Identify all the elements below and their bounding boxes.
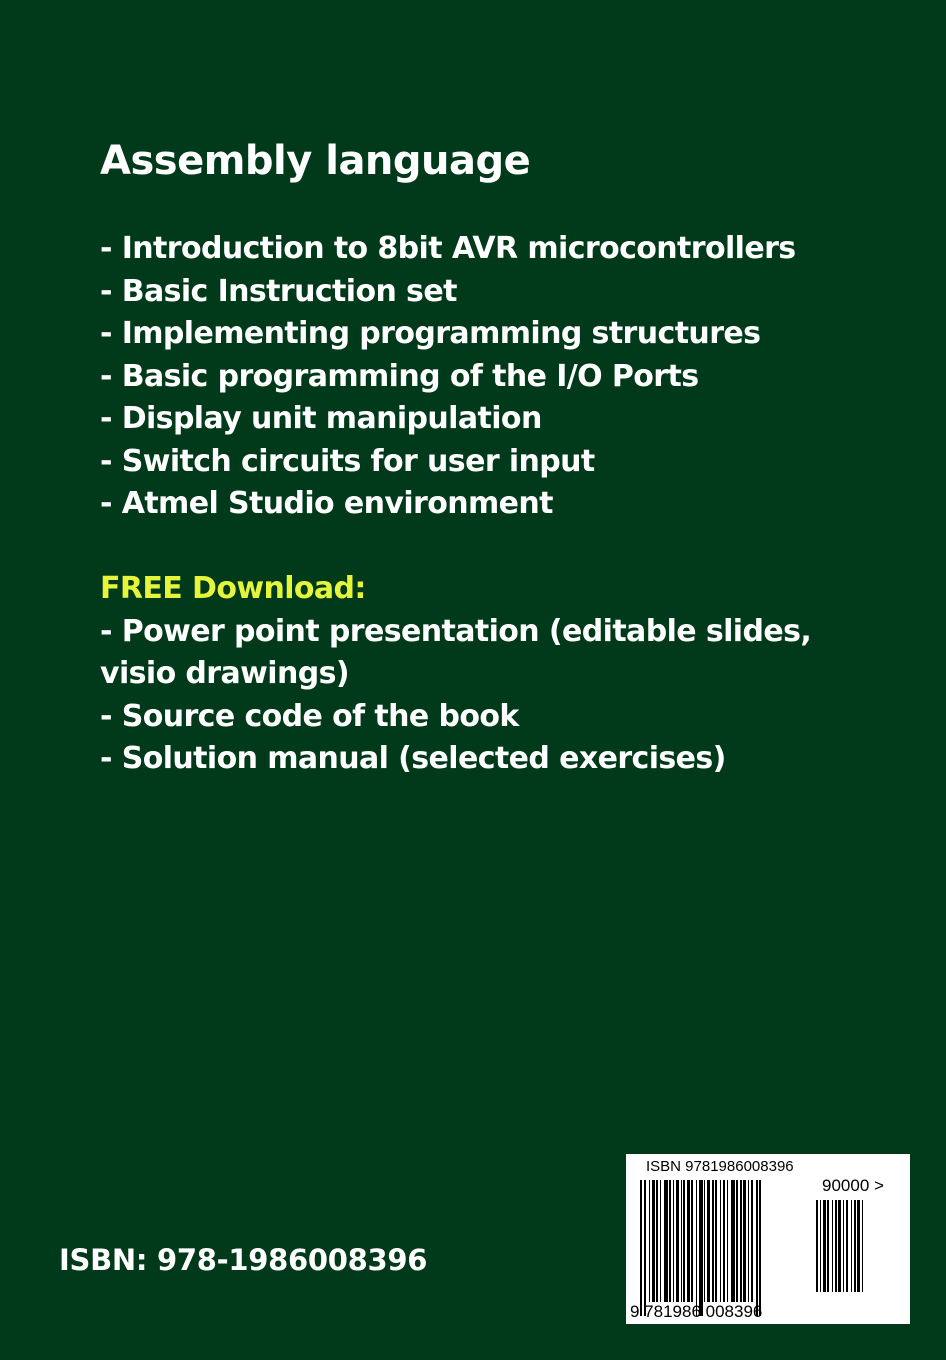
topic-item: - Introduction to 8bit AVR microcontrollers [100,231,796,266]
download-item: - Solution manual (selected exercises) [100,741,726,776]
download-item: - Source code of the book [100,698,519,734]
free-download-heading: FREE Download: [100,571,366,606]
download-item: - Power point presentation (editable slides, [100,613,812,649]
isbn-label: ISBN: 978-1986008396 [59,1243,428,1277]
topic-item: - Atmel Studio environment [100,486,553,521]
download-item: visio drawings) [100,656,349,691]
book-title: Assembly language [100,138,531,184]
topic-item: - Display unit manipulation [100,401,542,436]
topic-item: - Basic programming of the I/O Ports [100,358,699,394]
barcode-digits: 9 781986 008396 [630,1302,763,1321]
free-download-section [100,568,811,781]
topic-item: - Implementing programming structures [100,316,761,351]
topic-list [100,228,796,526]
topic-item: - Switch circuits for user input [100,443,595,479]
barcode-addon-number: 90000 > [822,1176,884,1195]
barcode [626,1154,910,1324]
barcode-isbn-header: ISBN 9781986008396 [646,1158,794,1175]
topic-item: - Basic Instruction set [100,273,457,309]
barcode-main-bars-icon [640,1180,761,1316]
barcode-addon-bars-icon [816,1200,863,1306]
